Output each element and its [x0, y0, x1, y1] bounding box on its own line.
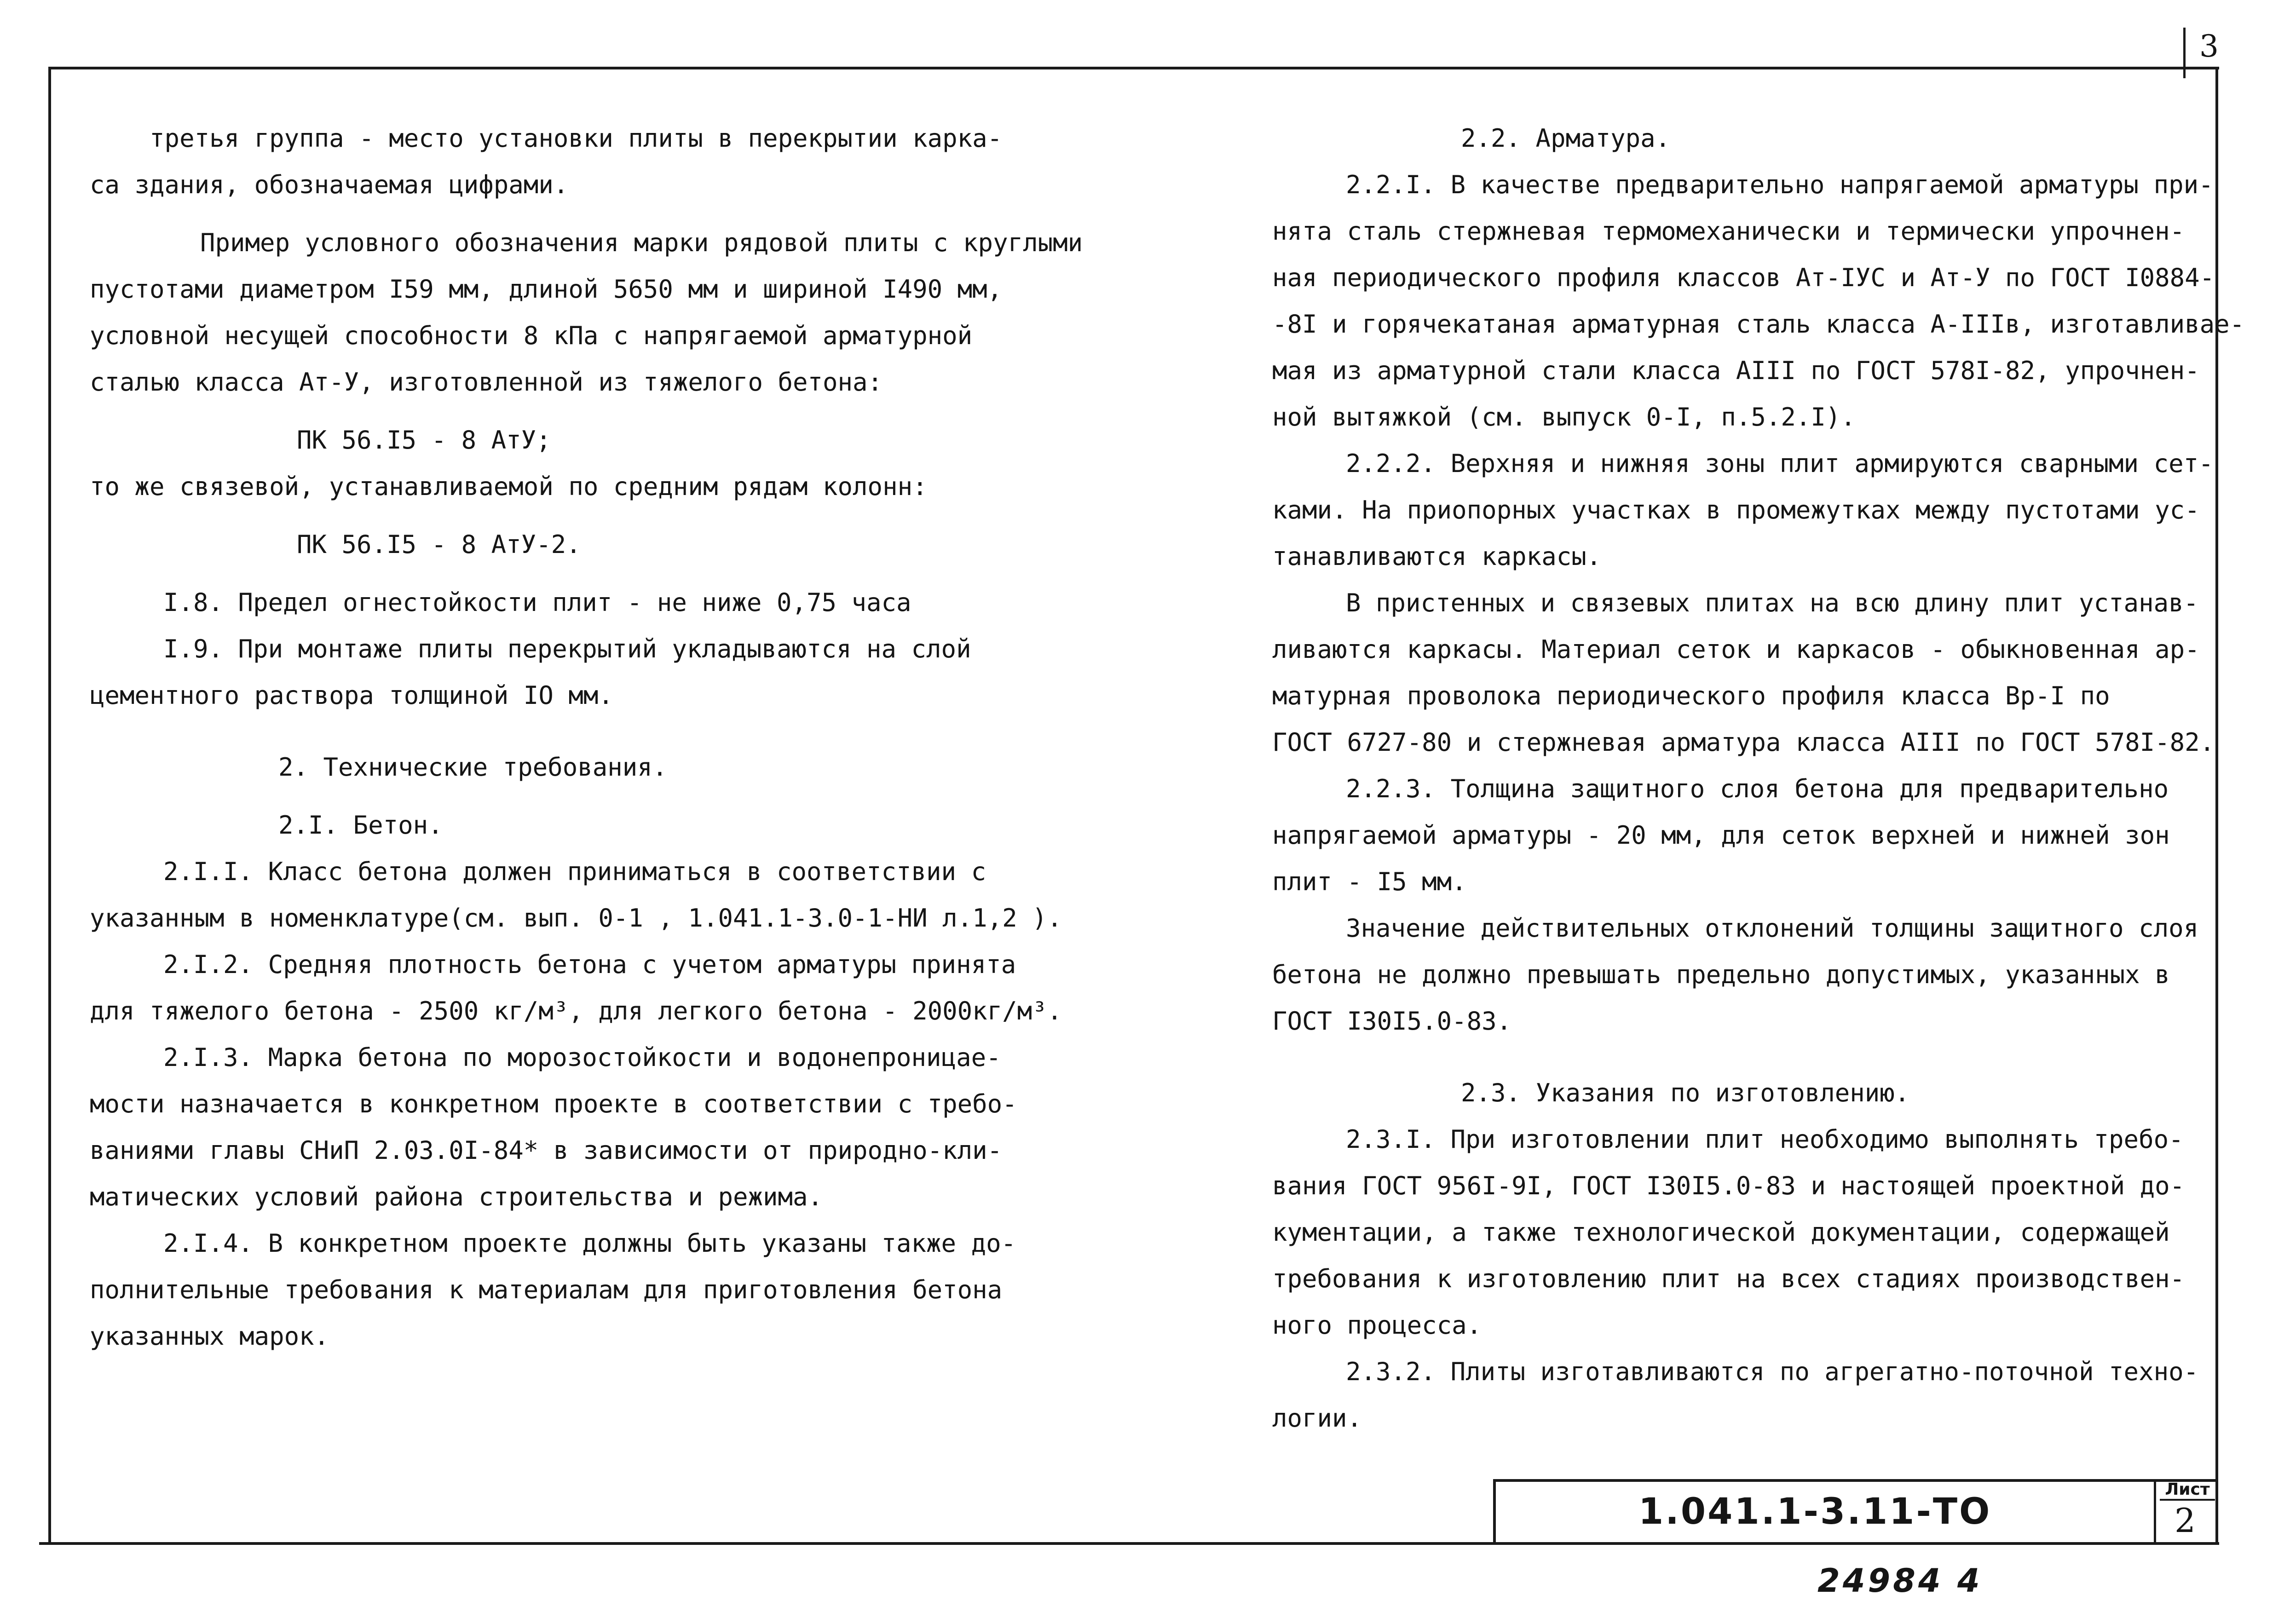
text-line: то же связевой, устанавливаемой по средним рядам колонн:	[90, 472, 928, 501]
text-line: Пример условного обозначения марки рядовой плиты с круглыми	[200, 228, 1083, 257]
text-line: 2.I.I. Класс бетона должен приниматься в соответствии с	[163, 857, 986, 886]
formula-line: ПК 56.I5 - 8 АтУ-2.	[297, 530, 581, 559]
text-line: Значение действительных отклонений толщины защитного слоя	[1346, 914, 2199, 943]
frame-right-line	[2215, 67, 2218, 1543]
section-title: 2. Технические требования.	[278, 753, 668, 782]
text-line: плит - I5 мм.	[1272, 867, 1467, 896]
text-line: мости назначается в конкретном проекте в соответствии с требо-	[90, 1089, 1017, 1118]
text-line: бетона не должно превышать предельно допустимых, указанных в	[1272, 960, 2170, 989]
archive-number: 24984 4	[1817, 1562, 1983, 1600]
text-line: I.9. При монтаже плиты перекрытий укладываются на слой	[163, 634, 971, 663]
text-line: вания ГОСТ 956I-9I, ГОСТ I30I5.0-83 и настоящей проектной до-	[1272, 1171, 2185, 1200]
text-line: -8I и горячекатаная арматурная сталь класса А-IIIв, изготавливае-	[1272, 310, 2245, 339]
text-line: В пристенных и связевых плитах на всю длину плит устанав-	[1346, 588, 2199, 617]
left-column	[90, 115, 1083, 1359]
text-line: полнительные требования к материалам для приготовления бетона	[90, 1275, 1003, 1304]
title-block	[1493, 1479, 2218, 1545]
text-line: кументации, а также технологической документации, содержащей	[1272, 1218, 2170, 1247]
frame-left-line	[48, 67, 51, 1543]
text-line: 2.3.I. При изготовлении плит необходимо выполнять требо-	[1346, 1125, 2184, 1154]
text-line: напрягаемой арматуры - 20 мм, для сеток верхней и нижней зон	[1272, 821, 2170, 850]
text-line: ная периодического профиля классов Ат-IУС и Ат-У по ГОСТ I0884-	[1272, 263, 2215, 292]
text-line: 2.2.2. Верхняя и нижняя зоны плит армируются сварными сет-	[1346, 449, 2214, 478]
subsection-title: 2.I. Бетон.	[278, 811, 443, 840]
text-line: ной вытяжкой (см. выпуск 0-I, п.5.2.I).	[1272, 403, 1856, 432]
sheet-cell	[2154, 1479, 2221, 1545]
text-line: сталью класса Ат-У, изготовленной из тяжелого бетона:	[90, 368, 883, 397]
text-line: ливаются каркасы. Материал сеток и каркасов - обыкновенная ар-	[1272, 635, 2200, 664]
formula-line: ПК 56.I5 - 8 АтУ;	[297, 426, 551, 455]
text-line: нята сталь стержневая термомеханически и термически упрочнен-	[1272, 217, 2185, 246]
text-line: третья группа - место установки плиты в перекрытии карка-	[90, 124, 1003, 153]
text-line: ками. На приопорных участках в промежутках между пустотами ус-	[1272, 495, 2200, 524]
text-line: 2.2.I. В качестве предварительно напрягаемой арматуры при-	[1346, 170, 2214, 199]
page-number-divider	[2183, 28, 2186, 78]
sheet-label: Лист	[2160, 1480, 2215, 1501]
text-line: требования к изготовлению плит на всех стадиях производствен-	[1272, 1264, 2185, 1293]
text-line: цементного раствора толщиной IO мм.	[90, 681, 613, 710]
right-column	[1272, 115, 2245, 1441]
text-line: танавливаются каркасы.	[1272, 542, 1602, 571]
text-line: логии.	[1272, 1404, 1362, 1433]
text-line: 2.I.2. Средняя плотность бетона с учетом арматуры принята	[163, 950, 1016, 979]
text-line: I.8. Предел огнестойкости плит - не ниже 0,75 часа	[163, 588, 911, 617]
text-line: указанных марок.	[90, 1322, 329, 1351]
text-line: пустотами диаметром I59 мм, длиной 5650 мм и шириной I490 мм,	[90, 275, 1003, 304]
page-number: 3	[2199, 29, 2219, 64]
text-line: ГОСТ 6727-80 и стержневая арматура класса АIII по ГОСТ 578I-82.	[1272, 728, 2215, 757]
text-line: 2.I.3. Марка бетона по морозостойкости и водонепроницае-	[163, 1043, 1001, 1072]
text-line: ного процесса.	[1272, 1311, 1482, 1340]
text-line: условной несущей способности 8 кПа с напрягаемой арматурной	[90, 321, 973, 350]
text-line: ваниями главы СНиП 2.03.0I-84* в зависимости от природно-кли-	[90, 1136, 1003, 1165]
text-line: указанным в номенклатуре(см. вып. 0-1 , 1.041.1-3.0-1-НИ л.1,2 ).	[90, 904, 1062, 933]
subsection-title: 2.2. Арматура.	[1461, 124, 1671, 153]
text-line: 2.I.4. В конкретном проекте должны быть указаны также до-	[163, 1229, 1016, 1258]
text-line: матурная проволока периодического профиля класса Вр-I по	[1272, 681, 2110, 710]
text-line: 2.2.3. Толщина защитного слоя бетона для предварительно	[1346, 774, 2169, 803]
subsection-title: 2.3. Указания по изготовлению.	[1461, 1078, 1910, 1107]
sheet-number: 2	[2175, 1501, 2196, 1540]
text-line: для тяжелого бетона - 2500 кг/м³, для легкого бетона - 2000кг/м³.	[90, 996, 1062, 1025]
text-line: матических условий района строительства и режима.	[90, 1182, 823, 1211]
text-line: ГОСТ I30I5.0-83.	[1272, 1007, 1512, 1036]
text-line: мая из арматурной стали класса АIII по ГОСТ 578I-82, упрочнен-	[1272, 356, 2200, 385]
document-code: 1.041.1-3.11-ТО	[1638, 1491, 1992, 1532]
text-line: са здания, обозначаемая цифрами.	[90, 170, 569, 199]
frame-top-line	[48, 67, 2219, 69]
text-line: 2.3.2. Плиты изготавливаются по агрегатно-поточной техно-	[1346, 1357, 2199, 1386]
